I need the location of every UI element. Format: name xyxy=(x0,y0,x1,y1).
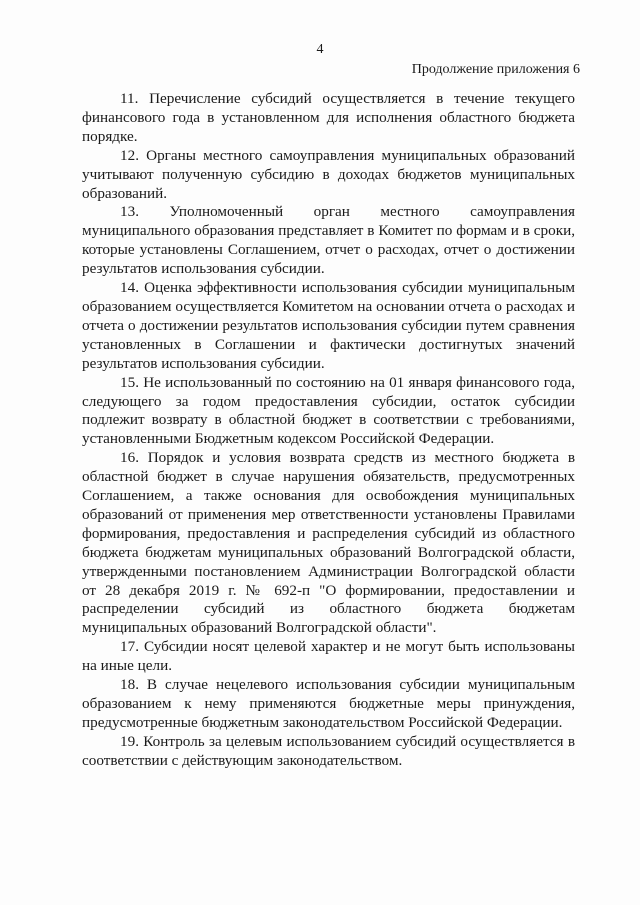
paragraph-12: 12. Органы местного самоуправления муниципальных образований учитывают полученную субсидию в доходах бюджетов муниципальных образований. xyxy=(82,146,575,202)
document-body xyxy=(82,90,575,771)
paragraph-13: 13. Уполномоченный орган местного самоуправления муниципального образования представляет в Комитет по формам и в сроки, которые установлены Соглашением, отчет о расходах, отчет о достижении результатов использования субсидии. xyxy=(82,203,575,278)
paragraph-18: 18. В случае нецелевого использования субсидии муниципальным образованием к нему применяются бюджетные меры принуждения, предусмотренные бюджетным законодательством Российской Федерации. xyxy=(82,676,575,731)
paragraph-17: 17. Субсидии носят целевой характер и не могут быть использованы на иные цели. xyxy=(82,638,575,675)
paragraph-15: 15. Не использованный по состоянию на 01 января финансового года, следующего за годом предоставления субсидии, остаток субсидии подлежит возврату в областной бюджет в соответствии с требованиями, установленными Бюджетным кодексом Российской Федерации. xyxy=(82,373,575,448)
paragraph-11: 11. Перечисление субсидий осуществляется в течение текущего финансового года в установленном для исполнения областного бюджета порядке. xyxy=(82,90,575,145)
paragraph-14: 14. Оценка эффективности использования субсидии муниципальным образованием осуществляется Комитетом на основании отчета о расходах и отчета о достижении результатов использования субсидии путем сравнения установленных в Соглашении и фактически достигнутых значений результатов использования субсидии. xyxy=(82,279,575,372)
page-number: 4 xyxy=(316,42,324,57)
paragraph-16: 16. Порядок и условия возврата средств из местного бюджета в областной бюджет в случае нарушения обязательств, предусмотренных Соглашением, а также основания для освобождения муниципальных образований от применения мер ответственности установлены Правилами формирования, предоставления и распределения субсидий из областного бюджета бюджетам муниципальных образований Волгоградской области, утвержденными постановлением Администрации Волгоградской области от 28 декабря 2019 г. № 692-п "О формировании, предоставлении и распределении субсидий из областного бюджета бюджетам муниципальных образований Волгоградской области". xyxy=(82,449,575,637)
appendix-continuation-label: Продолжение приложения 6 xyxy=(411,62,580,77)
paragraph-19: 19. Контроль за целевым использованием субсидий осуществляется в соответствии с действующим законодательством. xyxy=(82,732,575,769)
